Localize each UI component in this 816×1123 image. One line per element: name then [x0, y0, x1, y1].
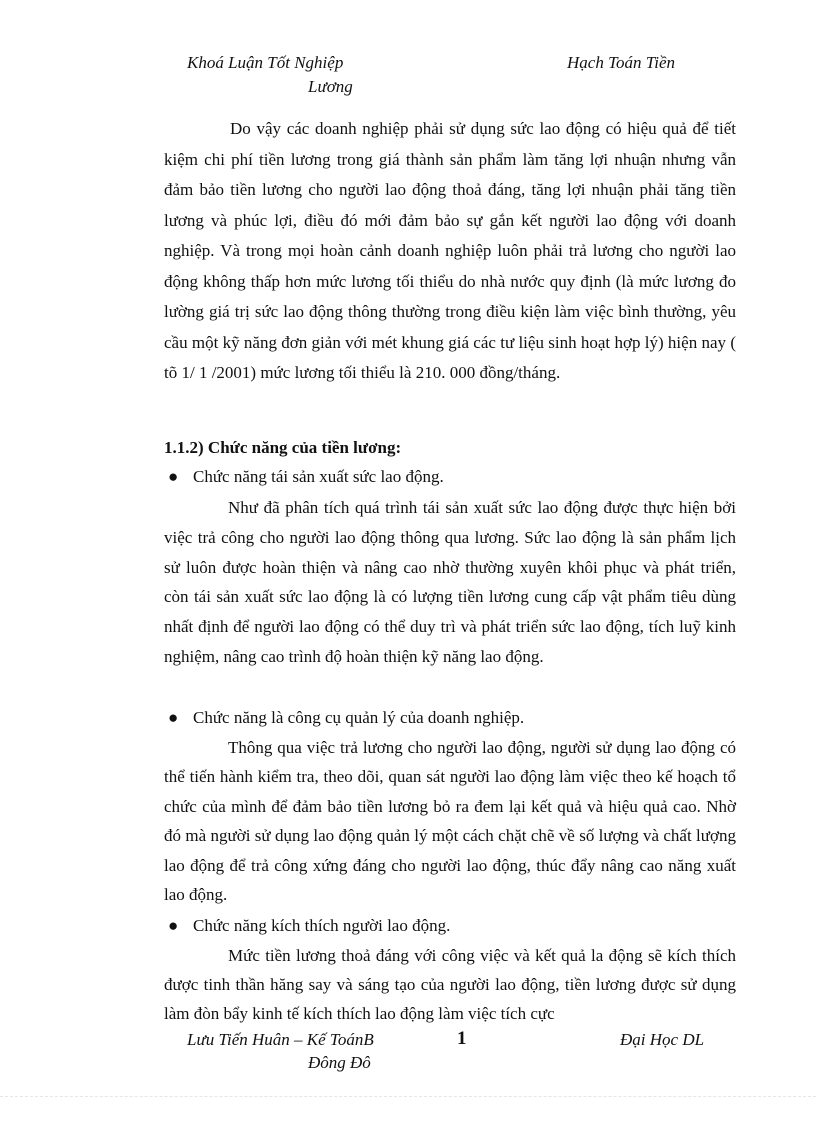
section-heading: 1.1.2) Chức năng của tiền lương: [164, 438, 402, 457]
bullet-paragraph: Mức tiền lương thoả đáng với công việc và kết quả la động sẽ kích thích được tinh thần hăng say và sáng tạo của người lao động, tiền lương được sử dụng làm đòn bẩy kinh tế kích thích lao động làm việc tích cực [164, 946, 736, 1024]
bullet-title: Chức năng là công cụ quản lý của doanh nghiệp. [193, 708, 525, 727]
bullet-dot-icon: ● [168, 708, 179, 727]
footer-university: Đại Học DL [620, 1030, 705, 1049]
footer-author: Lưu Tiến Huân – Kế ToánB [187, 1030, 374, 1049]
bullet-title: Chức năng tái sản xuất sức lao động. [193, 467, 444, 486]
header-right-title: Hạch Toán Tiền [567, 53, 676, 72]
intro-paragraph: Do vậy các doanh nghiệp phải sử dụng sức lao động có hiệu quả để tiết kiệm chi phí tiền lương trong giá thành sản phẩm làm tăng lợi nhuận nhưng vẫn đảm bảo tiền lương cho người lao động thoả đáng, tăng lợi nhuận phải tăng tiền lương và phúc lợi, điều đó mới đảm bảo sự gắn kết người lao động với doanh nghiệp. Và trong mọi hoàn cảnh doanh nghiệp luôn phải trả lương cho người lao động không thấp hơn mức lương tối thiểu do nhà nước quy định (là mức lương đo lường giá trị sức lao động thông thường trong điều kiện làm việc bình thường, yêu cầu một kỹ năng đơn giản với mét khung giá các tư liệu sinh hoạt hợp lý) hiện nay ( tõ 1/ 1 /2001) mức lương tối thiểu là 210. 000 đồng/tháng. [164, 119, 736, 382]
bullet-dot-icon: ● [168, 916, 179, 935]
footer-author-continued: Đông Đô [308, 1053, 371, 1072]
bullet-paragraph: Như đã phân tích quá trình tái sản xuất sức lao động được thực hiện bởi việc trả công cho người lao động thông qua lương. Sức lao động là sản phẩm lịch sử luôn được hoàn thiện và nâng cao nhờ thường xuyên khôi phục và phát triển, còn tái sản xuất sức lao động là có lượng tiền lương cung cấp vật phẩm tiêu dùng nhất định để người lao động có thể duy trì và phát triển sức lao động, tích luỹ kinh nghiệm, nâng cao trình độ hoàn thiện kỹ năng lao động. [164, 498, 736, 666]
bullet-paragraph: Thông qua việc trả lương cho người lao động, người sử dụng lao động có thể tiến hành kiểm tra, theo dõi, quan sát người lao động làm việc theo kế hoạch tổ chức của mình để đảm bảo tiền lương bỏ ra đem lại kết quả và hiệu quả cao. Nhờ đó mà người sử dụng lao động quản lý một cách chặt chẽ về số lượng và chất lượng lao động để trả công xứng đáng cho người lao động, thúc đẩy nâng cao năng xuất lao động. [164, 738, 736, 905]
header-left-title: Khoá Luận Tốt Nghiệp [187, 53, 344, 72]
page-bottom-divider [0, 1096, 816, 1097]
bullet-dot-icon: ● [168, 467, 179, 486]
header-left-title-continued: Lương [308, 77, 353, 96]
page-number: 1 [457, 1028, 467, 1049]
bullet-title: Chức năng kích thích người lao động. [193, 916, 451, 935]
